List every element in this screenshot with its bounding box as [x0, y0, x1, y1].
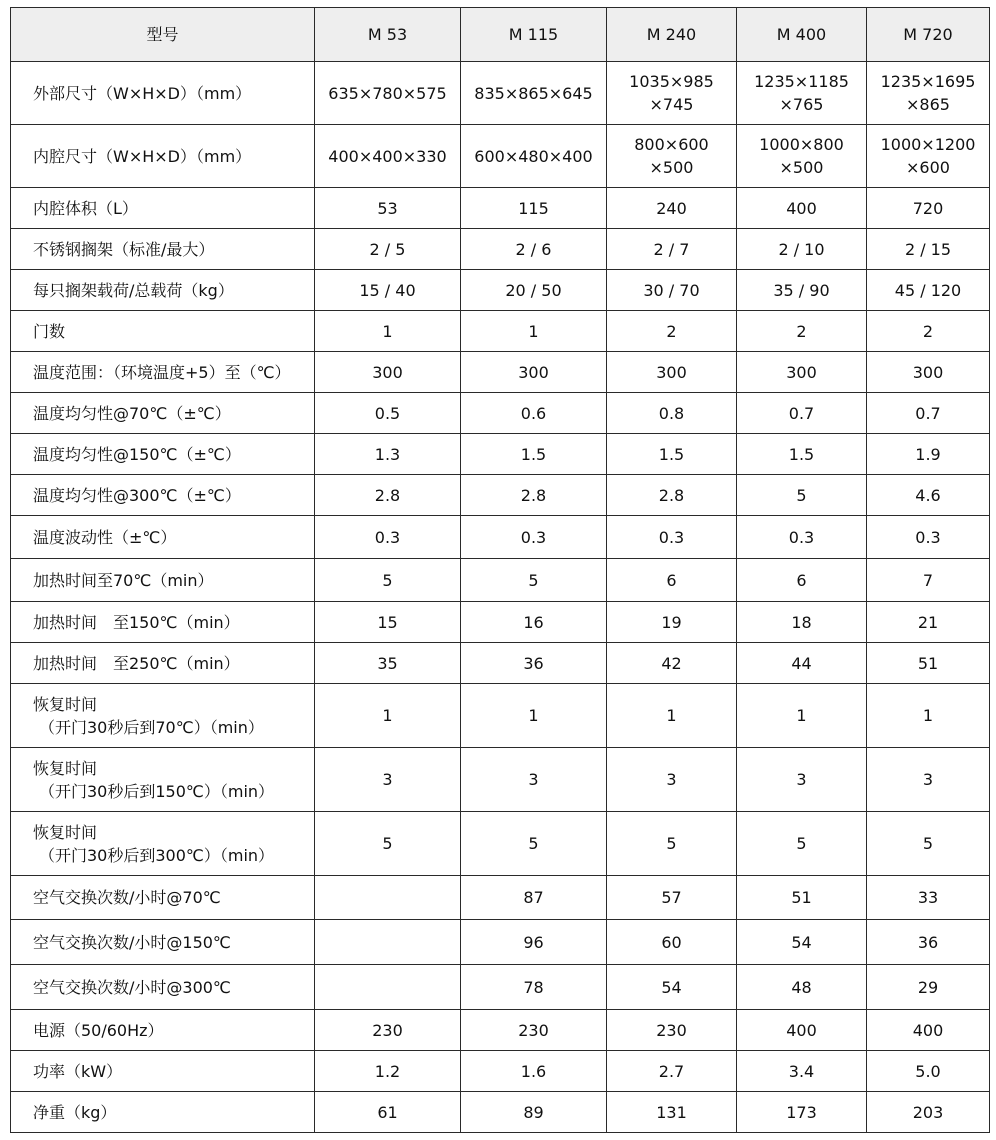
value-cell: 1 [867, 684, 990, 748]
value-cell: 300 [737, 352, 867, 393]
table-row [11, 393, 990, 434]
spec-sheet [10, 7, 989, 1133]
value-cell: 4.6 [867, 475, 990, 516]
row-label-cell: 功率（kW） [11, 1051, 315, 1092]
value-cell: 0.6 [461, 393, 607, 434]
value-cell: 300 [867, 352, 990, 393]
value-line: ×765 [779, 95, 824, 114]
value-cell: 15 / 40 [315, 270, 461, 311]
value-cell: 0.7 [867, 393, 990, 434]
value-cell [315, 920, 461, 965]
value-cell: 3 [737, 748, 867, 812]
value-cell: 2.8 [315, 475, 461, 516]
header-model-cell: M 115 [461, 8, 607, 62]
value-cell: 1.9 [867, 434, 990, 475]
header-model-cell: M 400 [737, 8, 867, 62]
row-label-line: 恢复时间 [33, 822, 98, 842]
value-cell: 240 [607, 188, 737, 229]
value-cell: 42 [607, 643, 737, 684]
value-cell: 57 [607, 876, 737, 920]
table-row [11, 188, 990, 229]
value-cell: 44 [737, 643, 867, 684]
value-cell: 0.3 [867, 516, 990, 559]
table-row [11, 475, 990, 516]
row-label-line: （开门30秒后到150℃）（min） [39, 781, 275, 801]
value-line: 800×600 [634, 135, 709, 154]
value-cell: 54 [607, 965, 737, 1010]
header-label-cell: 型号 [11, 8, 315, 62]
value-cell: 48 [737, 965, 867, 1010]
value-cell: 2.8 [607, 475, 737, 516]
table-row [11, 270, 990, 311]
value-cell: 600×480×400 [461, 125, 607, 188]
table-row [11, 1010, 990, 1051]
value-cell [607, 125, 737, 188]
value-cell: 5 [867, 812, 990, 876]
value-line: ×865 [906, 95, 950, 114]
value-cell: 3 [461, 748, 607, 812]
value-cell: 3.4 [737, 1051, 867, 1092]
value-cell: 60 [607, 920, 737, 965]
row-label-cell: 空气交换次数/小时@150℃ [11, 920, 315, 965]
value-cell: 2 [867, 311, 990, 352]
value-cell: 0.3 [315, 516, 461, 559]
row-label-line: （开门30秒后到70℃）（min） [39, 717, 264, 737]
value-cell: 400×400×330 [315, 125, 461, 188]
value-cell: 5.0 [867, 1051, 990, 1092]
table-row [11, 311, 990, 352]
value-line: ×500 [649, 158, 694, 177]
row-label-cell: 电源（50/60Hz） [11, 1010, 315, 1051]
table-row [11, 602, 990, 643]
value-cell: 16 [461, 602, 607, 643]
value-cell: 2 / 10 [737, 229, 867, 270]
value-cell: 15 [315, 602, 461, 643]
value-cell: 2 [737, 311, 867, 352]
value-cell [737, 62, 867, 125]
row-label-cell: 内腔尺寸（W×H×D）（mm） [11, 125, 315, 188]
row-label-cell: 温度均匀性@70℃（±℃） [11, 393, 315, 434]
value-cell: 1.5 [607, 434, 737, 475]
value-cell: 29 [867, 965, 990, 1010]
value-cell: 51 [737, 876, 867, 920]
header-row [11, 8, 990, 62]
value-cell: 5 [315, 559, 461, 602]
value-cell: 400 [737, 188, 867, 229]
value-cell: 30 / 70 [607, 270, 737, 311]
value-cell: 53 [315, 188, 461, 229]
row-label-cell: 加热时间 至150℃（min） [11, 602, 315, 643]
value-cell: 19 [607, 602, 737, 643]
value-cell: 3 [607, 748, 737, 812]
value-cell: 2 / 7 [607, 229, 737, 270]
value-line: 1235×1695 [880, 72, 976, 91]
value-cell: 7 [867, 559, 990, 602]
value-cell: 2 / 5 [315, 229, 461, 270]
row-label-cell: 内腔体积（L） [11, 188, 315, 229]
value-cell: 0.8 [607, 393, 737, 434]
row-label-cell: 温度均匀性@300℃（±℃） [11, 475, 315, 516]
value-cell: 61 [315, 1092, 461, 1133]
value-cell: 0.5 [315, 393, 461, 434]
value-cell: 96 [461, 920, 607, 965]
table-row [11, 1051, 990, 1092]
row-label-cell: 温度范围：（环境温度+5）至（℃） [11, 352, 315, 393]
value-cell: 2.7 [607, 1051, 737, 1092]
value-cell: 1 [315, 684, 461, 748]
value-cell: 3 [867, 748, 990, 812]
table-row [11, 125, 990, 188]
value-cell: 3 [315, 748, 461, 812]
value-cell: 115 [461, 188, 607, 229]
header-model-cell: M 240 [607, 8, 737, 62]
value-cell: 51 [867, 643, 990, 684]
value-cell: 230 [461, 1010, 607, 1051]
value-cell: 1.5 [461, 434, 607, 475]
value-line: 1000×1200 [880, 135, 976, 154]
row-label-cell: 加热时间 至250℃（min） [11, 643, 315, 684]
header-model-cell: M 53 [315, 8, 461, 62]
value-cell: 18 [737, 602, 867, 643]
value-cell: 5 [737, 812, 867, 876]
table-row [11, 352, 990, 393]
table-row [11, 516, 990, 559]
value-cell: 2 / 15 [867, 229, 990, 270]
row-label-cell: 净重（kg） [11, 1092, 315, 1133]
value-cell: 89 [461, 1092, 607, 1133]
value-line: ×500 [779, 158, 824, 177]
row-label-line: 恢复时间 [33, 758, 98, 778]
value-cell: 33 [867, 876, 990, 920]
row-label-cell: 不锈钢搁架（标准/最大） [11, 229, 315, 270]
value-cell: 1.5 [737, 434, 867, 475]
row-label-line: （开门30秒后到300℃）（min） [39, 845, 275, 865]
table-row [11, 434, 990, 475]
value-line: ×600 [906, 158, 950, 177]
value-cell: 6 [607, 559, 737, 602]
value-cell: 5 [607, 812, 737, 876]
value-cell: 21 [867, 602, 990, 643]
value-cell: 1.2 [315, 1051, 461, 1092]
value-cell: 35 [315, 643, 461, 684]
value-cell: 400 [867, 1010, 990, 1051]
header-model-cell: M 720 [867, 8, 990, 62]
value-cell: 0.3 [461, 516, 607, 559]
row-label-cell [11, 748, 315, 812]
value-line: 1035×985 [629, 72, 714, 91]
table-row [11, 559, 990, 602]
table-row [11, 920, 990, 965]
spec-table-body [11, 8, 990, 1133]
table-row [11, 643, 990, 684]
value-cell: 35 / 90 [737, 270, 867, 311]
row-label-cell: 空气交换次数/小时@300℃ [11, 965, 315, 1010]
row-label-cell: 加热时间至70℃（min） [11, 559, 315, 602]
spec-table [10, 7, 990, 1133]
value-cell: 131 [607, 1092, 737, 1133]
row-label-cell: 温度波动性（±℃） [11, 516, 315, 559]
value-line: 1000×800 [759, 135, 844, 154]
table-row [11, 229, 990, 270]
value-cell: 45 / 120 [867, 270, 990, 311]
value-cell: 1 [737, 684, 867, 748]
value-cell: 6 [737, 559, 867, 602]
value-cell: 5 [461, 559, 607, 602]
value-cell: 400 [737, 1010, 867, 1051]
value-cell: 835×865×645 [461, 62, 607, 125]
table-row [11, 876, 990, 920]
table-row [11, 965, 990, 1010]
value-cell: 1 [461, 684, 607, 748]
value-cell: 78 [461, 965, 607, 1010]
row-label-cell: 外部尺寸（W×H×D）（mm） [11, 62, 315, 125]
row-label-line: 恢复时间 [33, 694, 98, 714]
table-row [11, 62, 990, 125]
row-label-cell: 温度均匀性@150℃（±℃） [11, 434, 315, 475]
value-cell: 36 [867, 920, 990, 965]
row-label-cell: 空气交换次数/小时@70℃ [11, 876, 315, 920]
value-cell: 36 [461, 643, 607, 684]
value-cell: 54 [737, 920, 867, 965]
value-cell: 1 [315, 311, 461, 352]
table-row [11, 1092, 990, 1133]
value-line: ×745 [649, 95, 694, 114]
value-cell: 1 [461, 311, 607, 352]
value-cell: 5 [315, 812, 461, 876]
value-cell: 203 [867, 1092, 990, 1133]
row-label-cell: 门数 [11, 311, 315, 352]
value-cell: 2 / 6 [461, 229, 607, 270]
value-cell: 635×780×575 [315, 62, 461, 125]
value-cell [867, 125, 990, 188]
value-cell: 300 [315, 352, 461, 393]
value-cell [315, 965, 461, 1010]
value-cell: 20 / 50 [461, 270, 607, 311]
table-row [11, 748, 990, 812]
value-cell: 230 [315, 1010, 461, 1051]
value-cell: 0.3 [607, 516, 737, 559]
value-cell: 5 [461, 812, 607, 876]
value-line: 1235×1185 [754, 72, 849, 91]
value-cell: 2 [607, 311, 737, 352]
value-cell: 2.8 [461, 475, 607, 516]
value-cell: 0.7 [737, 393, 867, 434]
row-label-cell [11, 684, 315, 748]
value-cell: 300 [461, 352, 607, 393]
value-cell [737, 125, 867, 188]
value-cell: 1.3 [315, 434, 461, 475]
value-cell [315, 876, 461, 920]
value-cell: 173 [737, 1092, 867, 1133]
value-cell: 720 [867, 188, 990, 229]
value-cell: 87 [461, 876, 607, 920]
value-cell: 1.6 [461, 1051, 607, 1092]
value-cell [867, 62, 990, 125]
row-label-cell: 每只搁架载荷/总载荷（kg） [11, 270, 315, 311]
row-label-cell [11, 812, 315, 876]
value-cell: 1 [607, 684, 737, 748]
table-row [11, 812, 990, 876]
value-cell: 300 [607, 352, 737, 393]
value-cell [607, 62, 737, 125]
value-cell: 5 [737, 475, 867, 516]
value-cell: 230 [607, 1010, 737, 1051]
value-cell: 0.3 [737, 516, 867, 559]
table-row [11, 684, 990, 748]
